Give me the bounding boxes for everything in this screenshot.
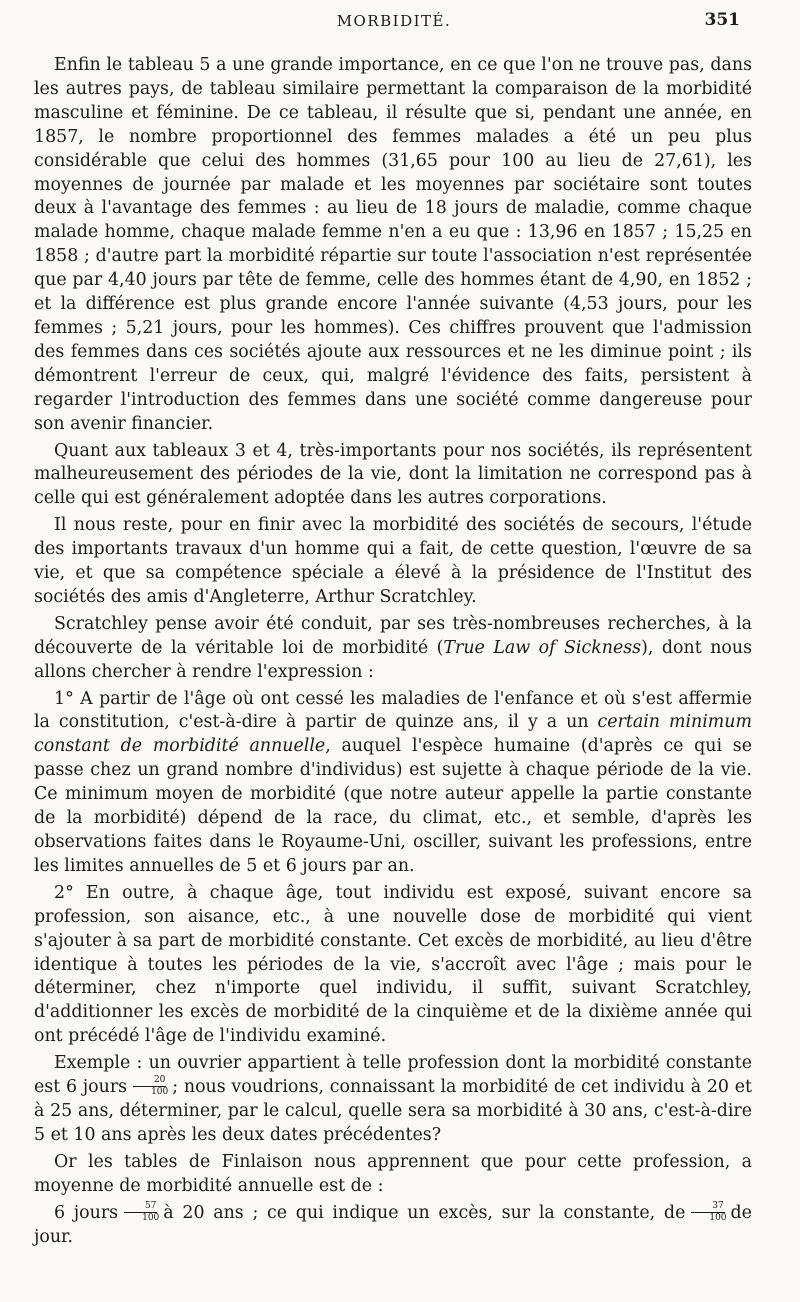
paragraph-5-text-a: 1° A partir de l'âge où ont cessé les maladies de l'enfance et où s'est affermie la constitution, c'est-à-dire à partir de quinze ans, il y a un (34, 688, 752, 733)
fraction-numerator: 37 (691, 1202, 724, 1213)
paragraph-6: 2° En outre, à chaque âge, tout individu est exposé, suivant encore sa profession, son aisance, etc., à une nouvelle dose de morbidité qui vient s'ajouter à sa part de morbidité constante. Cet excès de morbidité, au lieu d'être identique à toutes les périodes de la vie, s'accroît avec l'âge ; mais pour le déterminer, chez n'importe quel individu, il suffit, suivant Scratchley, d'additionner les excès de morbidité de la cinquième et de la dixième année qui ont précédé l'âge de l'individu examiné. (34, 882, 752, 1047)
paragraph-7-text-b: ; nous voudrions, connaissant la morbidité de cet individu à 20 et à 25 ans, déterminer, par le calcul, quelle sera sa morbidité à 30 ans, c'est-à-dire 5 et 10 ans après les deux dates précédentes? (34, 1077, 752, 1145)
paragraph-5-text-b: , auquel l'espèce humaine (d'après ce qui se passe chez un grand nombre d'individus) est sujette à chaque période de la vie. Ce minimum moyen de morbidité (que notre auteur appelle la partie constante de la morbidité) dépend de la race, du climat, etc., et semble, d'après les observations faites dans le Royaume-Uni, osciller, suivant les professions, entre les limites annuelles de 5 et 6 jours par an. (34, 736, 752, 876)
page-number: 351 (704, 10, 740, 30)
fraction-numerator: 20 (133, 1076, 166, 1087)
paragraph-2: Quant aux tableaux 3 et 4, très-importants pour nos sociétés, ils représentent malheureusement des périodes de la vie, dont la limitation ne correspond pas à celle qui est généralement adoptée dans les autres corporations. (34, 440, 752, 509)
paragraph-8: Or les tables de Finlaison nous apprennent que pour cette profession, a moyenne de morbidité annuelle est de : (34, 1151, 752, 1196)
paragraph-9-text-b: à 20 ans ; ce qui indique un excès, sur la constante, de (163, 1202, 686, 1223)
paragraph-4 (34, 613, 752, 685)
paragraph-5 (34, 688, 752, 879)
paragraph-4-text-b: ), dont nous allons chercher à rendre l'expression : (34, 637, 752, 682)
fraction (121, 1202, 160, 1223)
paragraph-9-text-c: de jour. (34, 1202, 752, 1247)
paragraph-7 (34, 1052, 752, 1148)
fraction-numerator: 57 (124, 1202, 157, 1213)
paragraph-1: Enfin le tableau 5 a une grande importance, en ce que l'on ne trouve pas, dans les autres pays, de tableau similaire permettant la comparaison de la morbidité masculine et féminine. De ce tableau, il résulte que si, pendant une année, en 1857, le nombre proportionnel des femmes malades a été un peu plus considérable que celui des hommes (31,65 pour 100 au lieu de 27,61), les moyennes de journée par malade et les moyennes par sociétaire sont toutes deux à l'avantage des femmes : au lieu de 18 jours de maladie, comme chaque malade homme, chaque malade femme n'en a eu que : 13,96 en 1857 ; 15,25 en 1858 ; d'autre part la morbidité répartie sur toute l'association n'est représentée que par 4,40 jours par tête de femme, celle des hommes étant de 4,90, en 1852 ; et la différence est plus grande encore l'année suivante (4,53 jours, pour les femmes ; 5,21 jours, pour les hommes). Ces chiffres prouvent que l'admission des femmes dans ces sociétés ajoute aux ressources et ne les diminue point ; ils démontrent l'erreur de ceux, qui, malgré l'évidence des faits, persistent à regarder l'introduction des femmes dans une société comme dangereuse pour son avenir financier. (34, 55, 752, 434)
fraction-denominator: 100 (709, 1212, 727, 1223)
paragraph-4-text-a: Scratchley pense avoir été conduit, par ses très-nombreuses recherches, à la découverte de la véritable loi de morbidité ( (34, 613, 752, 658)
paragraph-4-italic: True Law of Sickness (443, 637, 642, 658)
body-text (34, 54, 752, 1249)
fraction (130, 1076, 169, 1097)
paragraph-5-italic: certain minimum constant de morbidité annuelle (34, 712, 752, 757)
paragraph-9-text-a: 6 jours (54, 1202, 119, 1223)
fraction-denominator: 100 (151, 1087, 169, 1098)
page-header (34, 6, 754, 34)
fraction (688, 1202, 727, 1223)
paragraph-9 (34, 1202, 752, 1250)
paragraph-7-text-a: Exemple : un ouvrier appartient à telle profession dont la morbidité constante est 6 jours (34, 1053, 752, 1098)
fraction-denominator: 100 (142, 1212, 160, 1223)
running-title: MORBIDITÉ. (336, 12, 452, 30)
paragraph-3: Il nous reste, pour en finir avec la morbidité des sociétés de secours, l'étude des importants travaux d'un homme qui a fait, de cette question, l'œuvre de sa vie, et que sa compétence spéciale a élevé à la présidence de l'Institut des sociétés des amis d'Angleterre, Arthur Scratchley. (34, 515, 752, 607)
